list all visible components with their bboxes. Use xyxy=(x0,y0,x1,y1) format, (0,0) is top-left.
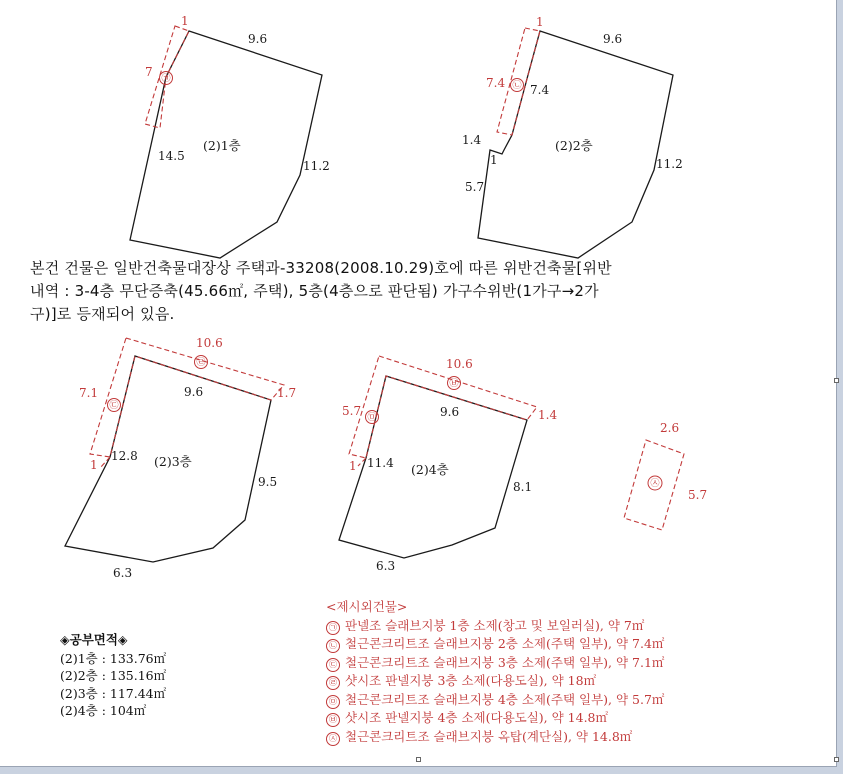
notice-line-3: 구)]로 등재되어 있음. xyxy=(30,305,175,323)
floor-3-right-dim: 9.5 xyxy=(258,475,278,489)
floor-1-annex-top-dim: 1 xyxy=(181,14,189,28)
floor-1-annex-left-dim: 7 xyxy=(145,65,153,79)
excluded-buildings-title: <제시외건물> xyxy=(326,599,408,614)
floor-4-annex-marker-2: ㉥ xyxy=(449,379,459,389)
excluded-building-item xyxy=(326,617,664,636)
public-area-title: ◈공부면적◈ xyxy=(60,632,128,647)
floor-1-top-dim: 9.6 xyxy=(248,32,268,46)
floor-2-annex-left-dim: 7.4 xyxy=(486,76,506,90)
rooftop-right-dim: 5.7 xyxy=(688,488,708,502)
floor-3-annex-marker: ㉢ xyxy=(109,401,119,411)
item-marker: ㉣ xyxy=(326,676,340,690)
floor-4-annex-top-dim: 10.6 xyxy=(446,357,473,371)
floor-1-label: (2)1층 xyxy=(203,138,241,153)
excluded-buildings-list xyxy=(326,598,664,746)
floor-3-left-dim: 12.8 xyxy=(111,449,138,463)
rooftop-plan xyxy=(624,421,707,530)
notice-line-2: 내역 : 3-4층 무단증축(45.66㎡, 주택), 5층(4층으로 판단됨) 가구수위반(1가구→2가 xyxy=(30,282,599,300)
floor-4-annex-marker: ㉤ xyxy=(367,413,377,423)
item-marker: ㉤ xyxy=(326,695,340,709)
public-area-list xyxy=(60,631,166,720)
floor-2-right-dim: 11.2 xyxy=(656,157,683,171)
floor-2-top-dim: 9.6 xyxy=(603,32,623,46)
floor-2-step-a-dim: 1.4 xyxy=(462,133,482,147)
floor-3-annex-right-dim: 1.7 xyxy=(277,386,297,400)
floor-4-bottom-dim: 6.3 xyxy=(376,559,396,573)
resize-handle-corner[interactable] xyxy=(834,757,839,762)
floor-4-annex-right-dim: 1.4 xyxy=(538,408,558,422)
item-marker: ㉡ xyxy=(326,639,340,653)
floor-3-annex-bottom-dim: 1 xyxy=(90,458,98,472)
violation-notice xyxy=(30,257,770,326)
floor-2-left-upper-dim: 7.4 xyxy=(530,83,550,97)
floor-1-right-dim: 11.2 xyxy=(303,159,330,173)
excluded-building-item xyxy=(326,635,664,654)
item-text: 철근콘크리트조 슬래브지붕 옥탑(계단실), 약 14.8㎡ xyxy=(345,728,633,744)
floor-2-annex-marker: ㉡ xyxy=(512,81,522,91)
excluded-building-item xyxy=(326,691,664,710)
floor-2-left-lower-dim: 5.7 xyxy=(465,180,485,194)
floor-1-plan xyxy=(130,14,330,258)
floor-3-annex-left-dim: 7.1 xyxy=(79,386,99,400)
floor-3-annex-top-dim: 10.6 xyxy=(196,336,223,350)
item-text: 철근콘크리트조 슬래브지붕 4층 소제(주택 일부), 약 5.7㎡ xyxy=(345,691,665,707)
excluded-building-item xyxy=(326,709,664,728)
excluded-building-item xyxy=(326,728,664,747)
item-marker: ㉢ xyxy=(326,658,340,672)
floor-4-label: (2)4층 xyxy=(411,462,449,477)
public-area-row: (2)3층 : 117.44㎡ xyxy=(60,685,167,701)
public-area-row: (2)4층 : 104㎡ xyxy=(60,703,147,718)
floor-4-right-dim: 8.1 xyxy=(513,480,533,494)
rooftop-top-dim: 2.6 xyxy=(660,421,680,435)
floor-3-plan xyxy=(65,336,296,580)
floor-3-bottom-dim: 6.3 xyxy=(113,566,133,580)
item-text: 철근콘크리트조 슬래브지붕 2층 소제(주택 일부), 약 7.4㎡ xyxy=(345,636,665,651)
rooftop-marker: ㉦ xyxy=(650,479,660,489)
item-marker: ㉥ xyxy=(326,713,340,727)
item-text: 샷시조 판넬지붕 3층 소제(다용도실), 약 18㎡ xyxy=(345,673,597,688)
item-marker: ㉠ xyxy=(326,621,340,635)
notice-line-1: 본건 건물은 일반건축물대장상 주택과-33208(2008.10.29)호에 따른 위반건축물[위반 xyxy=(30,259,612,277)
public-area-row: (2)1층 : 133.76㎡ xyxy=(60,650,167,666)
item-text: 철근콘크리트조 슬래브지붕 3층 소제(주택 일부), 약 7.1㎡ xyxy=(345,654,665,670)
floor-3-label: (2)3층 xyxy=(154,454,192,469)
floor-3-annex-marker-2: ㉣ xyxy=(196,358,206,368)
item-marker: ㉦ xyxy=(326,732,340,746)
resize-handle-right[interactable] xyxy=(834,378,839,383)
floor-4-left-dim: 11.4 xyxy=(367,456,394,470)
item-text: 샷시조 판넬지붕 4층 소제(다용도실), 약 14.8㎡ xyxy=(345,710,609,725)
floor-4-annex-bottom-dim: 1 xyxy=(349,459,357,473)
floor-2-annex-top-dim: 1 xyxy=(536,15,544,29)
excluded-building-item xyxy=(326,672,664,691)
floor-2-label: (2)2층 xyxy=(555,138,593,153)
public-area-row: (2)2층 : 135.16㎡ xyxy=(60,668,167,683)
floor-3-top-dim: 9.6 xyxy=(184,385,204,399)
floor-1-annex-marker: ㉠ xyxy=(161,74,171,84)
floor-2-step-b-dim: 1 xyxy=(490,153,498,167)
excluded-building-item xyxy=(326,654,664,673)
floor-4-annex-left-dim: 5.7 xyxy=(342,404,362,418)
floor-1-left-dim: 14.5 xyxy=(158,149,185,163)
floor-2-plan xyxy=(462,15,683,258)
floor-4-top-dim: 9.6 xyxy=(440,405,460,419)
resize-handle-bottom[interactable] xyxy=(416,757,421,762)
floor-4-plan xyxy=(339,356,557,573)
item-text: 판넬조 슬래브지붕 1층 소제(창고 및 보일러실), 약 7㎡ xyxy=(345,617,645,633)
